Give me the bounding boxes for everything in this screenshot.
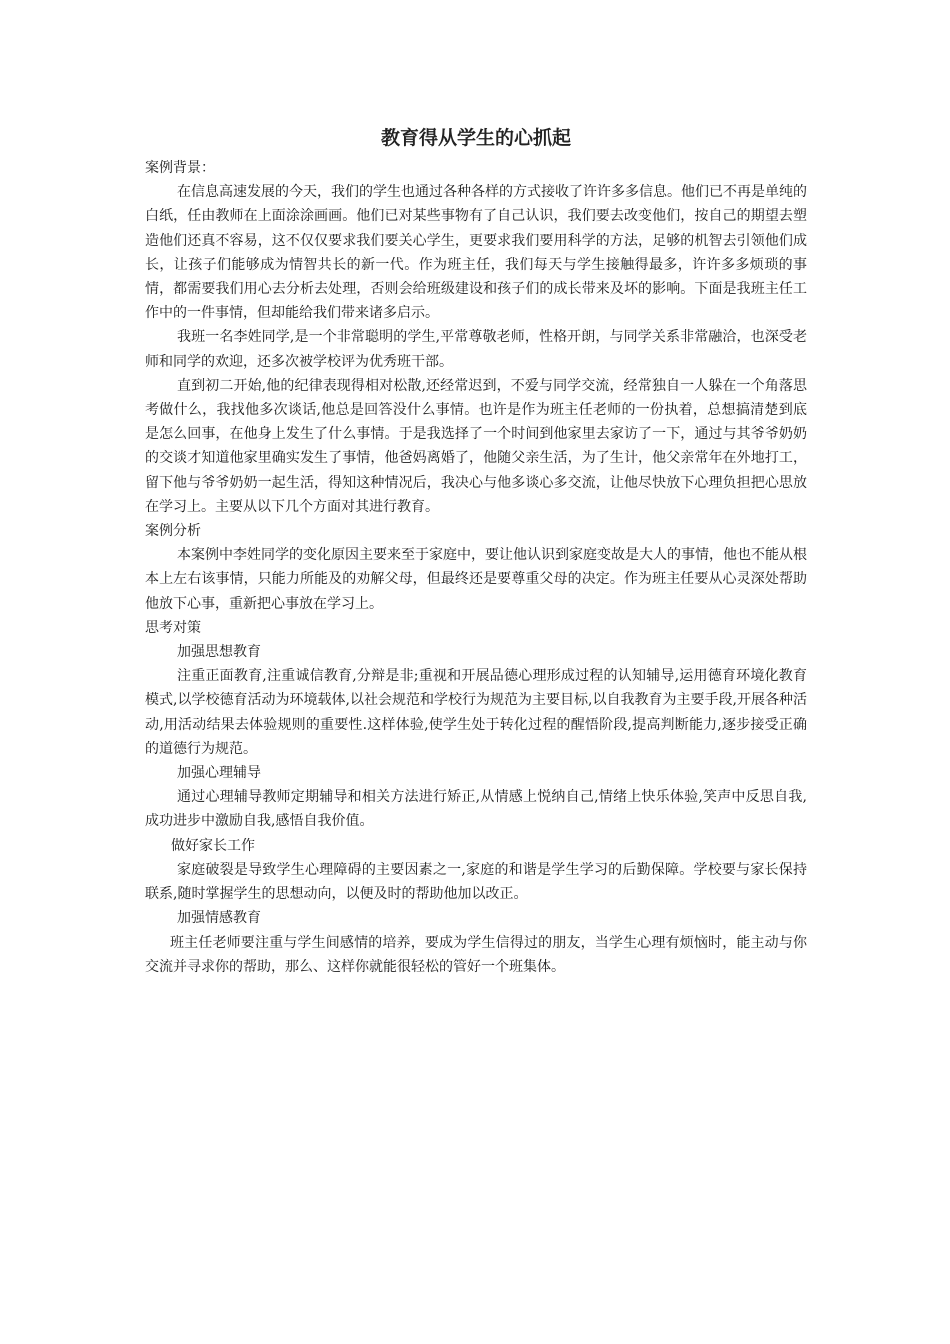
strategy-3-heading: 做好家长工作 <box>171 837 255 854</box>
analysis-label: 案例分析 <box>145 523 201 540</box>
strategy-4-body: 班主任老师要注重与学生间感情的培养，要成为学生信得过的朋友，当学生心理有烦恼时，能主动与你交流并寻求你的帮助，那么、这样你就能很轻松的管好一个班集体。 <box>145 934 807 975</box>
strategy-1-heading: 加强思想教育 <box>177 644 261 661</box>
background-paragraph-1: 在信息高速发展的今天，我们的学生也通过各种各样的方式接收了许许多多信息。他们已不再是单纯的白纸，任由教师在上面涂涂画画。他们已对某些事物有了自己认识，我们要去改变他们，按自己的期望去塑造他们还真不容易，这不仅仅要求我们要关心学生，更要求我们要用科学的方法，足够的机智去引领他们成长，让孩子们能够成为情智共长的新一代。作为班主任，我们每天与学生接触得最多，许许多多烦琐的事情，都需要我们用心去分析去处理，否则会给班级建设和孩子们的成长带来及坏的影响。下面是我班主任工作中的一件事情，但却能给我们带来诸多启示。 <box>145 184 807 322</box>
strategy-2-heading: 加强心理辅导 <box>177 765 261 782</box>
background-paragraph-2: 我班一名李姓同学,是一个非常聪明的学生,平常尊敬老师，性格开朗，与同学关系非常融洽，也深受老师和同学的欢迎，还多次被学校评为优秀班干部。 <box>145 329 807 370</box>
background-paragraph-3: 直到初二开始,他的纪律表现得相对松散,还经常迟到，不爱与同学交流，经常独自一人躲在一个角落思考做什么，我找他多次谈话,他总是回答没什么事情。也许是作为班主任老师的一份执着，总想搞清楚到底是怎么回事，在他身上发生了什么事情。于是我选择了一个时间到他家里去家访了一下，通过与其爷爷奶奶的交谈才知道他家里确实发生了事情，他爸妈离婚了，他随父亲生活，为了生计，他父亲常年在外地打工，留下他与爷爷奶奶一起生活，得知这种情况后，我决心与他多谈心多交流，让他尽快放下心理负担把心思放在学习上。主要从以下几个方面对其进行教育。 <box>145 377 807 515</box>
analysis-paragraph: 本案例中李姓同学的变化原因主要来至于家庭中，要让他认识到家庭变故是大人的事情，他也不能从根本上左右该事情，只能力所能及的劝解父母，但最终还是要尊重父母的决定。作为班主任要从心灵深处帮助他放下心事，重新把心事放在学习上。 <box>145 547 807 612</box>
strategy-1-body: 注重正面教育,注重诚信教育,分辩是非;重视和开展品德心理形成过程的认知辅导,运用德育环境化教育模式,以学校德育活动为环境载体,以社会规范和学校行为规范为主要目标,以自我教育为主要手段,开展各种活动,用活动结果去体验规则的重要性.这样体验,使学生处于转化过程的醒悟阶段,提高判断能力,逐步接受正确的道德行为规范。 <box>145 668 807 757</box>
strategy-2-body: 通过心理辅导教师定期辅导和相关方法进行矫正,从情感上悦纳自己,情绪上快乐体验,笑声中反思自我,成功进步中激励自我,感悟自我价值。 <box>145 789 807 830</box>
strategy-label: 思考对策 <box>145 619 201 636</box>
document-title: 教育得从学生的心抓起 <box>380 127 571 149</box>
strategy-3-body: 家庭破裂是导致学生心理障碍的主要因素之一,家庭的和谐是学生学习的后勤保障。学校要与家长保持联系,随时掌握学生的思想动向，以便及时的帮助他加以改正。 <box>145 861 807 903</box>
document-page <box>145 120 807 979</box>
strategy-4-heading: 加强情感教育 <box>177 910 261 927</box>
background-label: 案例背景： <box>145 160 215 176</box>
